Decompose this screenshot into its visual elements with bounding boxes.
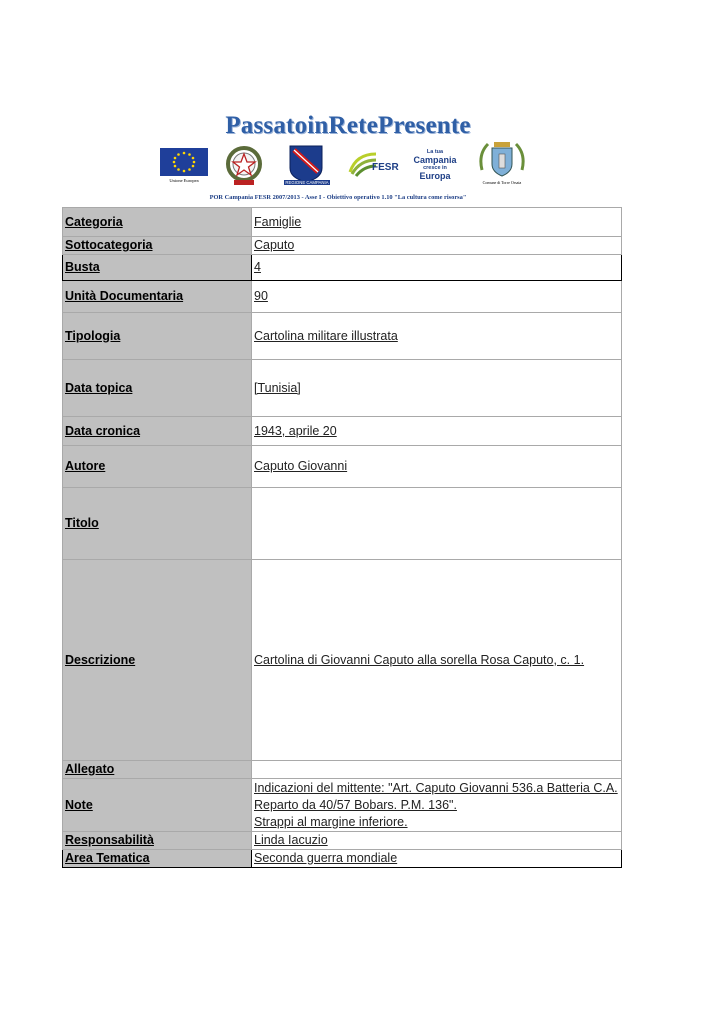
row-data-topica xyxy=(63,360,622,417)
campania-line-2: Campania xyxy=(413,155,457,165)
brand-title: PassatoinRetePresente xyxy=(225,112,471,139)
comune-caption: Comune di Torre Orsaia xyxy=(482,180,522,185)
label-responsabilita: Responsabilità xyxy=(63,832,252,850)
label-titolo: Titolo xyxy=(63,488,252,560)
fesr-icon xyxy=(346,150,399,185)
note-line-1: Indicazioni del mittente: "Art. Caputo Giovanni 536.a Batteria C.A. xyxy=(254,780,618,795)
value-area-tematica[interactable]: Seconda guerra mondiale xyxy=(252,850,622,868)
campania-line-3: cresce in xyxy=(423,165,447,171)
value-titolo[interactable] xyxy=(252,488,622,560)
row-autore xyxy=(63,446,622,488)
value-autore[interactable]: Caputo Giovanni xyxy=(252,446,622,488)
regione-campania-icon xyxy=(285,144,329,189)
label-data-cronica: Data cronica xyxy=(63,417,252,446)
eu-flag-icon xyxy=(160,148,208,193)
row-descrizione xyxy=(63,560,622,761)
row-unita-documentaria xyxy=(63,281,622,313)
label-autore: Autore xyxy=(63,446,252,488)
row-busta xyxy=(63,255,622,281)
value-data-cronica[interactable]: 1943, aprile 20 xyxy=(252,417,622,446)
value-allegato[interactable] xyxy=(252,761,622,779)
label-descrizione: Descrizione xyxy=(63,560,252,761)
logo-strip xyxy=(158,144,538,196)
label-data-topica: Data topica xyxy=(63,360,252,417)
row-allegato xyxy=(63,761,622,779)
comune-crest-icon xyxy=(478,140,526,187)
label-sottocategoria: Sottocategoria xyxy=(63,237,252,255)
header-subtitle: POR Campania FESR 2007/2013 - Asse I - Obiettivo operativo 1.10 "La cultura come risorsa" xyxy=(209,194,467,201)
record-table xyxy=(62,207,622,868)
label-note: Note xyxy=(63,779,252,832)
label-area-tematica: Area Tematica xyxy=(63,850,252,868)
row-responsabilita xyxy=(63,832,622,850)
row-area-tematica xyxy=(63,850,622,868)
label-categoria: Categoria xyxy=(63,208,252,237)
value-categoria[interactable]: Famiglie xyxy=(252,208,622,237)
value-note[interactable] xyxy=(252,779,622,832)
note-line-2: Reparto da 40/57 Bobars. P.M. 136". xyxy=(254,797,457,812)
row-sottocategoria xyxy=(63,237,622,255)
fesr-label: FESR xyxy=(372,162,399,173)
regione-caption: REGIONE CAMPANIA xyxy=(285,180,329,185)
row-note xyxy=(63,779,622,832)
value-descrizione[interactable]: Cartolina di Giovanni Caputo alla sorella Rosa Caputo, c. 1. xyxy=(252,560,622,761)
note-line-3: Strappi al margine inferiore. xyxy=(254,814,408,829)
value-responsabilita[interactable]: Linda Iacuzio xyxy=(252,832,622,850)
campania-line-1: La tua xyxy=(426,149,444,155)
campania-line-4: Europa xyxy=(419,171,451,181)
value-sottocategoria[interactable]: Caputo xyxy=(252,237,622,255)
value-unita-documentaria[interactable]: 90 xyxy=(252,281,622,313)
value-data-topica[interactable]: [Tunisia] xyxy=(252,360,622,417)
row-data-cronica xyxy=(63,417,622,446)
label-tipologia: Tipologia xyxy=(63,313,252,360)
campania-europa-icon xyxy=(410,148,460,180)
label-unita-documentaria: Unità Documentaria xyxy=(63,281,252,313)
row-categoria xyxy=(63,208,622,237)
page-header xyxy=(150,108,550,208)
eu-caption: Unione Europea xyxy=(169,178,199,183)
italy-emblem-icon xyxy=(224,144,264,193)
value-busta[interactable]: 4 xyxy=(252,255,622,281)
value-tipologia[interactable]: Cartolina militare illustrata xyxy=(252,313,622,360)
row-titolo xyxy=(63,488,622,560)
label-busta: Busta xyxy=(63,255,252,281)
label-allegato: Allegato xyxy=(63,761,252,779)
row-tipologia xyxy=(63,313,622,360)
